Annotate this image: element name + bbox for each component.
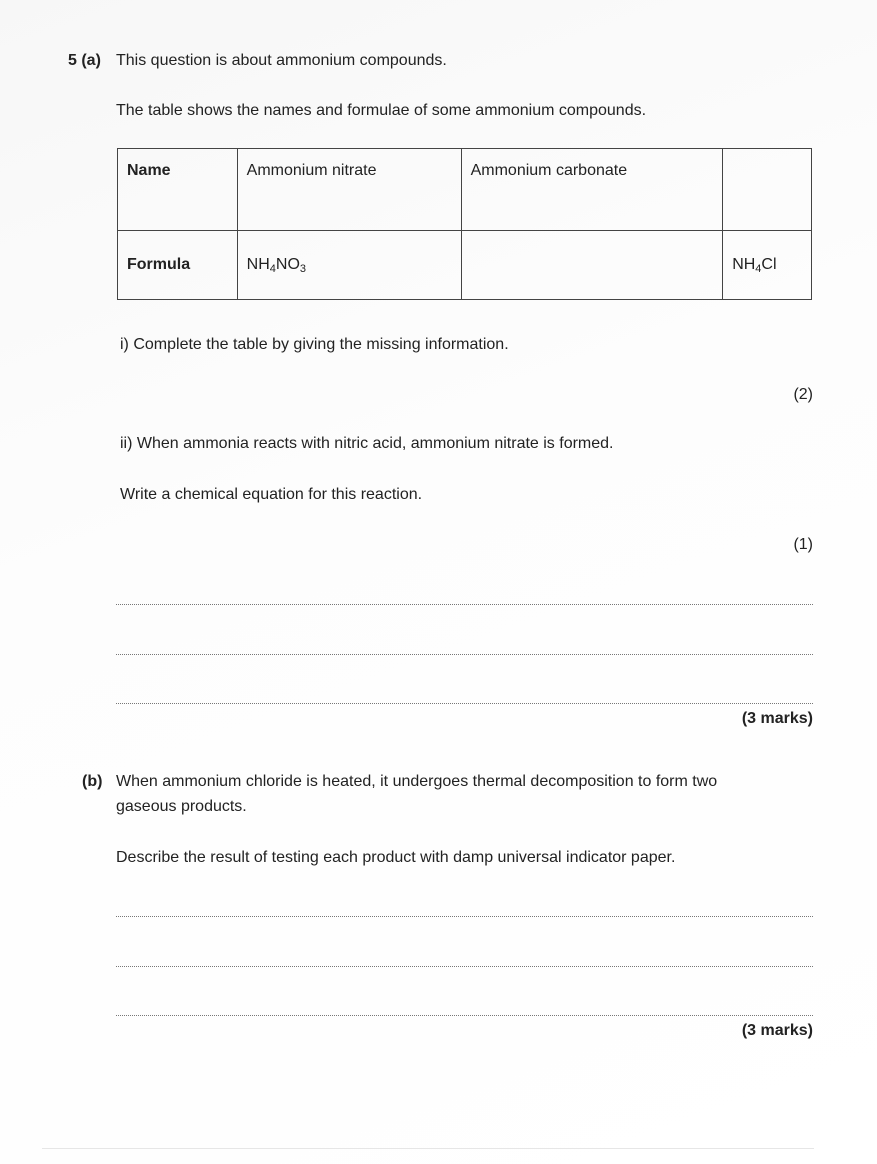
answer-line-b2[interactable] — [116, 966, 813, 967]
question-number-5b: (b) — [82, 773, 103, 790]
answer-line-a1[interactable] — [116, 604, 813, 605]
ammonium-compounds-table — [117, 148, 812, 300]
answer-line-b3[interactable] — [116, 1015, 813, 1016]
table-row-formula — [118, 231, 812, 300]
part-ii-marks: (1) — [793, 536, 813, 553]
name-cell-2: Ammonium carbonate — [461, 149, 723, 231]
part-ii-task: Write a chemical equation for this reaction. — [120, 486, 423, 503]
question-5a-intro: This question is about ammonium compounds. — [116, 52, 447, 69]
formula-cell-3: $NH_4Cl$ — [723, 231, 812, 300]
name-cell-1: Ammonium nitrate — [237, 149, 461, 231]
question-5a-total-marks: (3 marks) — [741, 710, 813, 727]
question-5b-total-marks: (3 marks) — [741, 1022, 813, 1039]
page-footer-divider — [42, 1148, 814, 1149]
formula-cell-1: $NH_4NO_3$ — [237, 231, 461, 300]
name-cell-3-blank[interactable] — [723, 149, 812, 231]
part-i-instruction: i) Complete the table by giving the missing information. — [120, 336, 509, 353]
answer-line-a2[interactable] — [116, 654, 813, 655]
part-i-marks: (2) — [793, 386, 813, 403]
row-header-formula: Formula — [118, 231, 238, 300]
answer-line-b1[interactable] — [116, 916, 813, 917]
answer-line-a3[interactable] — [116, 703, 813, 704]
question-5b-task: Describe the result of testing each product with damp universal indicator paper. — [116, 849, 676, 866]
formula-cell-2-blank[interactable] — [461, 231, 723, 300]
row-header-name: Name — [118, 149, 238, 231]
question-number-5a: 5 (a) — [68, 52, 101, 69]
question-5b-text-line1: When ammonium chloride is heated, it undergoes thermal decomposition to form two — [116, 773, 718, 790]
table-row-name — [118, 149, 812, 231]
part-ii-instruction: ii) When ammonia reacts with nitric acid, ammonium nitrate is formed. — [120, 435, 614, 452]
question-5b-text-line2: gaseous products. — [116, 798, 247, 815]
table-intro: The table shows the names and formulae of some ammonium compounds. — [116, 102, 647, 119]
